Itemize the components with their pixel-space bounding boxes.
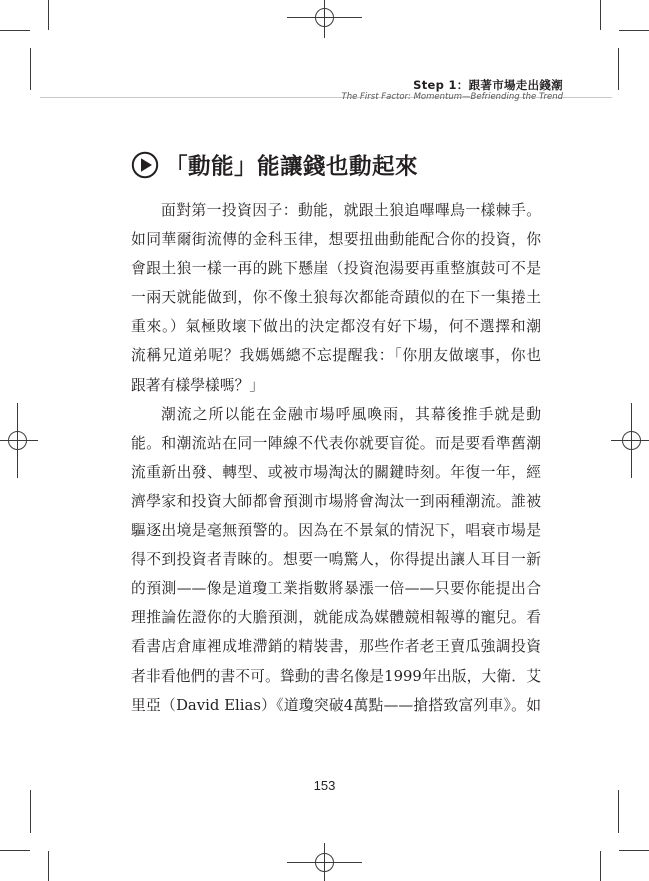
running-head-subtitle: The First Factor: Momentum—Befriending the Trend xyxy=(341,92,563,102)
crop-mark-top-right xyxy=(601,0,649,90)
text-line: 能。和潮流站在同一陣線不代表你就要盲從。而是要看準舊潮 xyxy=(131,434,541,452)
text-line: 濟學家和投資大師都會預測市場將會淘汰一到兩種潮流。誰被 xyxy=(131,492,541,510)
registration-mark-right xyxy=(611,403,649,478)
text-line: 驅逐出境是毫無預警的。因為在不景氣的情況下，唱衰市場是 xyxy=(131,522,541,540)
text-line: 潮流之所以能在金融市場呼風喚雨，其幕後推手就是動 xyxy=(161,405,541,423)
crop-mark-bottom-left xyxy=(0,790,49,881)
text-line: 理推論佐證你的大膽預測，就能成為媒體競相報導的寵兒。看 xyxy=(131,609,541,627)
text-line: 流稱兄道弟呢？我媽媽總不忘提醒我：「你朋友做壞事，你也 xyxy=(131,347,541,365)
body-text xyxy=(131,196,541,720)
text-line: 看書店倉庫裡成堆滯銷的精裝書，那些作者老王賣瓜強調投資 xyxy=(131,638,541,656)
running-head xyxy=(342,78,563,103)
text-line: 得不到投資者青睞的。想要一鳴驚人，你得提出讓人耳目一新 xyxy=(131,551,541,569)
crop-mark-top-left xyxy=(0,0,49,90)
running-head-title: Step 1：跟著市場走出錢潮 xyxy=(413,78,563,92)
text-line: 重來。）氣極敗壞下做出的決定都沒有好下場，何不選擇和潮 xyxy=(131,318,541,336)
text-line: 跟著有樣學樣嗎？」 xyxy=(131,376,265,394)
text-line: 者非看他們的書不可。聳動的書名像是1999年出版，大衛．艾 xyxy=(131,667,541,685)
crop-mark-bottom-right xyxy=(601,790,649,881)
text-line: 會跟土狼一樣一再的跳下懸崖（投資泡湯要再重整旗鼓可不是 xyxy=(131,260,541,278)
text-line: 一兩天就能做到，你不像土狼每次都能奇蹟似的在下一集捲土 xyxy=(131,289,541,307)
section-title: 「動能」能讓錢也動起來 xyxy=(165,154,419,180)
registration-mark-left xyxy=(0,403,38,478)
text-line: 流重新出發、轉型、或被市場淘汰的關鍵時刻。年復一年，經 xyxy=(131,463,541,481)
text-line: 的預測——像是道瓊工業指數將暴漲一倍——只要你能提出合 xyxy=(131,580,541,598)
text-line: 面對第一投資因子：動能，就跟土狼追嗶嗶鳥一樣棘手。 xyxy=(161,202,541,219)
page-number: 153 xyxy=(313,778,336,793)
text-line: 如同華爾街流傳的金科玉律，想要扭曲動能配合你的投資，你 xyxy=(131,231,541,249)
play-circle-icon xyxy=(131,151,159,179)
section-heading xyxy=(131,150,418,180)
registration-mark-top xyxy=(287,0,362,38)
registration-mark-bottom xyxy=(287,843,362,881)
text-line: 里亞（David Elias）《道瓊突破4萬點——搶搭致富列車》。如 xyxy=(131,696,541,714)
